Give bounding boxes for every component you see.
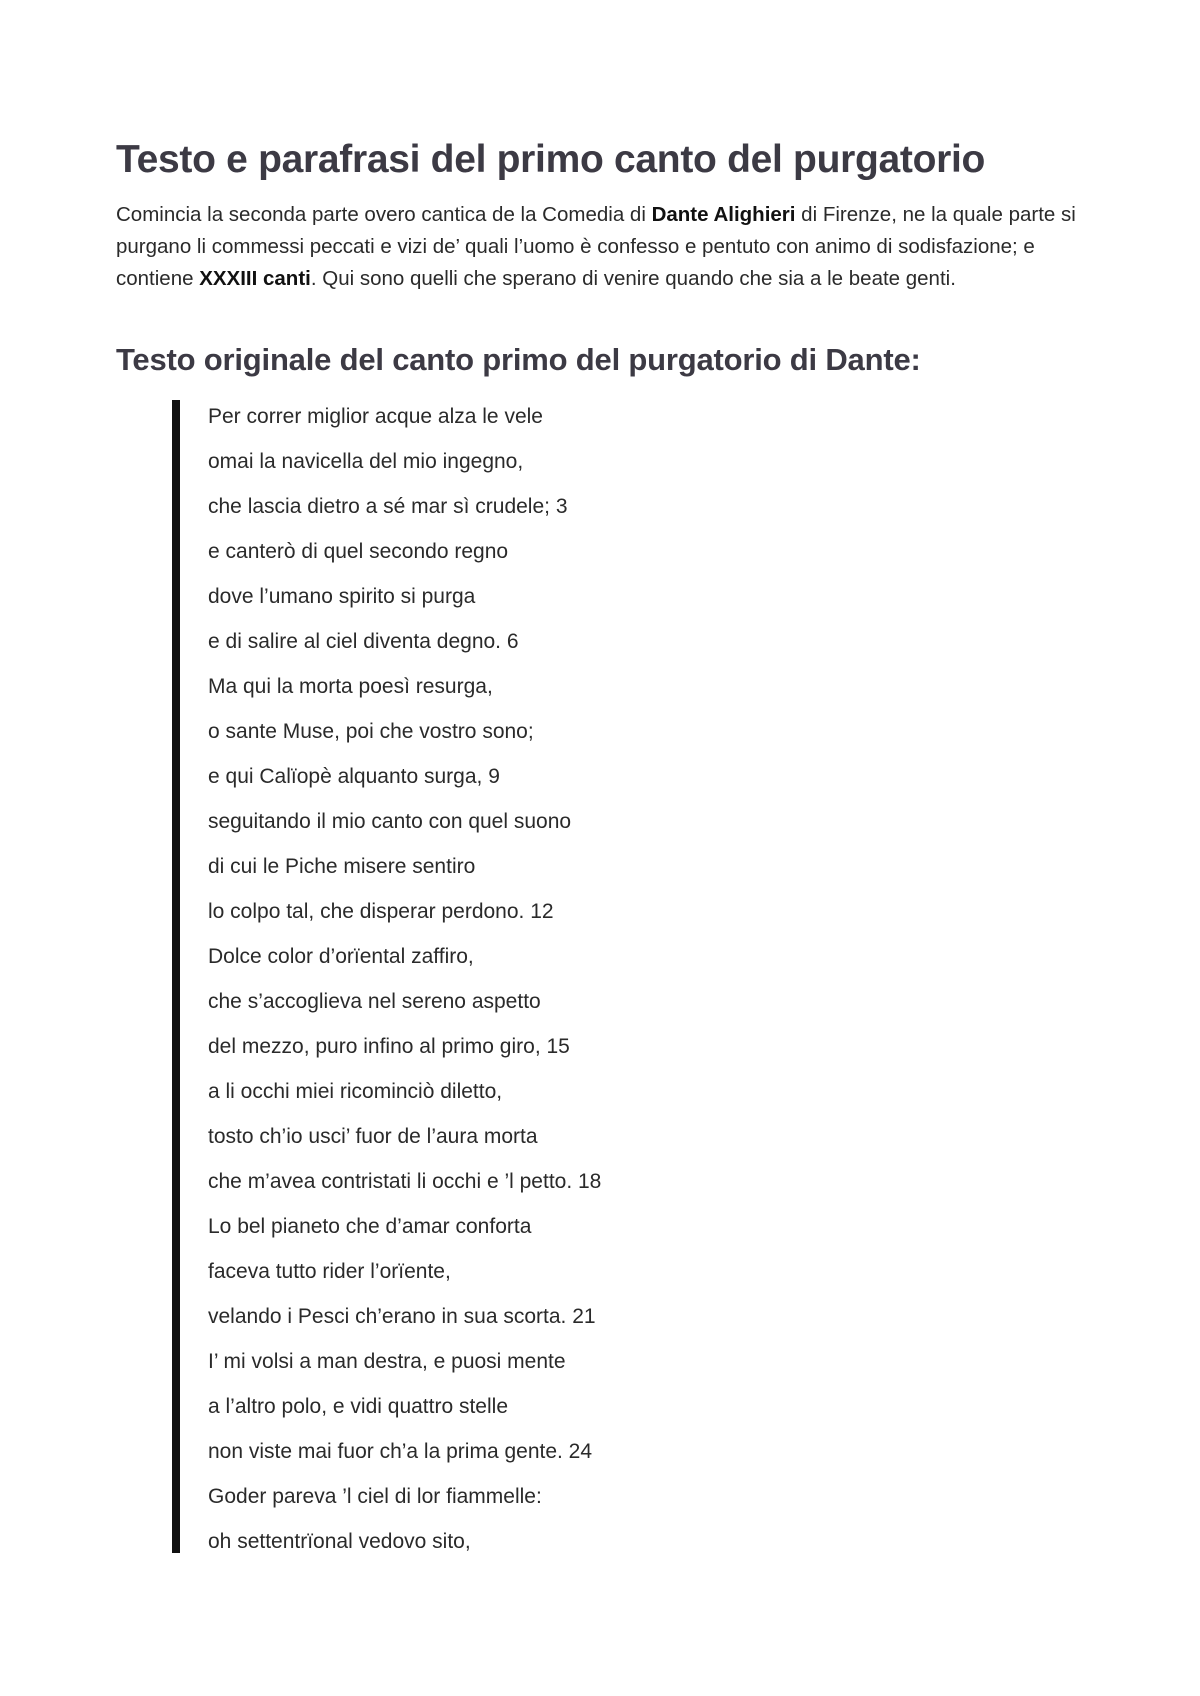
verse-line: che lascia dietro a sé mar sì crudele; 3 (208, 495, 568, 518)
verse-line: o sante Muse, poi che vostro sono; (208, 720, 534, 743)
verse-line: lo colpo tal, che disperar perdono. 12 (208, 900, 554, 923)
intro-text-end: . Qui sono quelli che sperano di venire quando che sia a le beate genti. (310, 267, 956, 290)
verse-line: faceva tutto rider l’orïente, (208, 1260, 451, 1283)
author-name: Dante Alighieri (651, 203, 796, 226)
page-title: Testo e parafrasi del primo canto del purgatorio (116, 138, 986, 181)
verse-line: Lo bel pianeto che d’amar conforta (208, 1215, 532, 1238)
section-heading: Testo originale del canto primo del purgatorio di Dante: (116, 342, 921, 377)
verse-line: I’ mi volsi a man destra, e puosi mente (208, 1350, 566, 1373)
verse-line: dove l’umano spirito si purga (208, 585, 476, 608)
verse-line: omai la navicella del mio ingegno, (208, 450, 524, 473)
verse-line: e qui Calïopè alquanto surga, 9 (208, 765, 500, 788)
intro-paragraph (116, 199, 1106, 295)
verse-line: tosto ch’io usci’ fuor de l’aura morta (208, 1125, 538, 1148)
intro-text-middle: di Firenze, ne la quale parte si purgano li commessi peccati e vizi de’ quali l’uomo è confesso e pentuto con animo di sodisfazione; e contiene (116, 203, 1076, 290)
verse-line: e canterò di quel secondo regno (208, 540, 509, 563)
verse-line: che m’avea contristati li occhi e ’l petto. 18 (208, 1170, 602, 1193)
verse-line: Dolce color d’orïental zaffiro, (208, 945, 474, 968)
blockquote-bar (172, 400, 180, 1553)
verse-line: a li occhi miei ricominciò diletto, (208, 1080, 503, 1103)
verse-line: non viste mai fuor ch’a la prima gente. 24 (208, 1440, 593, 1463)
verse-line: di cui le Piche misere sentiro (208, 855, 476, 878)
verse-line: e di salire al ciel diventa degno. 6 (208, 630, 519, 653)
intro-text-start: Comincia la seconda parte overo cantica de la Comedia di (116, 203, 652, 226)
verse-blockquote (172, 400, 872, 1553)
verse-line: che s’accoglieva nel sereno aspetto (208, 990, 541, 1013)
verse-line: Ma qui la morta poesì resurga, (208, 675, 493, 698)
verse-line: a l’altro polo, e vidi quattro stelle (208, 1395, 508, 1418)
canti-count: XXXIII canti (199, 267, 311, 290)
verse-line: oh settentrïonal vedovo sito, (208, 1530, 471, 1553)
verse-line: velando i Pesci ch’erano in sua scorta. 21 (208, 1305, 596, 1328)
verse-line: Per correr miglior acque alza le vele (208, 405, 543, 428)
verse-list (208, 402, 601, 1572)
verse-line: Goder pareva ’l ciel di lor fiammelle: (208, 1485, 542, 1508)
verse-line: seguitando il mio canto con quel suono (208, 810, 572, 833)
verse-line: del mezzo, puro infino al primo giro, 15 (208, 1035, 570, 1058)
